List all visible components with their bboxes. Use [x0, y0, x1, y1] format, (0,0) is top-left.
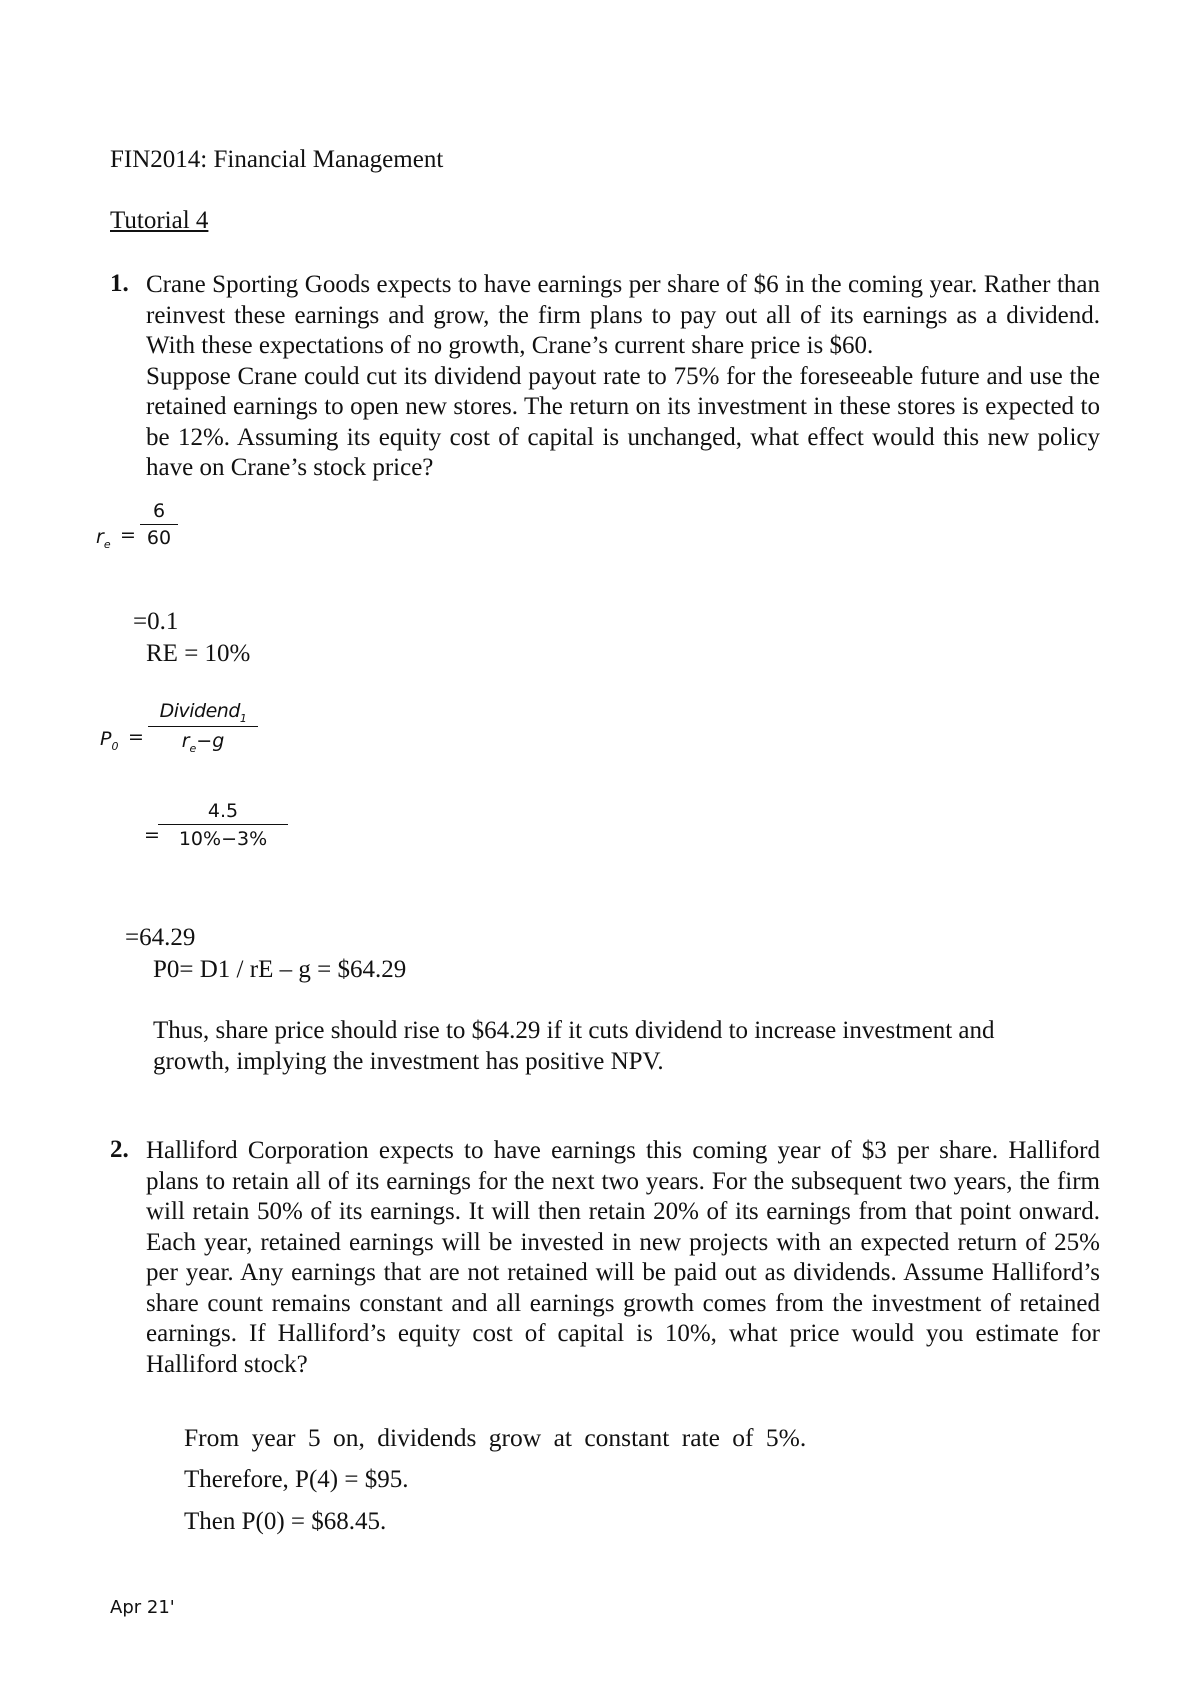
re-symbol: $r_e$ — [96, 526, 111, 551]
re-percent: RE = 10% — [146, 640, 251, 667]
re-numerator: 6 — [152, 500, 166, 522]
re-fraction-bar — [140, 524, 178, 525]
re-denominator: 60 — [146, 527, 172, 549]
question-2-number: 2. — [110, 1136, 129, 1163]
q2-answer-line-1: From year 5 on, dividends grow at constant rate of 5%. — [184, 1423, 807, 1452]
p0-fraction-bar — [148, 726, 258, 727]
p0-denominator: $r_e-g$ — [181, 730, 225, 755]
question-1-paragraph-1: Crane Sporting Goods expects to have earnings per share of $6 in the coming year. Rather than reinvest these earnings and grow, the firm plans to pay out all of its earnings as a dividend. With these expectations of no growth, Crane’s current share price is $60. — [146, 271, 1100, 359]
re-equals: = — [120, 524, 136, 546]
calc-equals: = — [144, 824, 160, 846]
p0-summary-formula: P0= D1 / rE – g = $64.29 — [153, 956, 407, 983]
calc-numerator: 4.5 — [207, 800, 239, 822]
question-2-text: Halliford Corporation expects to have earnings this coming year of $3 per share. Halliford plans to retain all of its earnings for the next two years. For the subsequent two years, the firm will retain 50% of its earnings. It will then retain 20% of its earnings from that point onward. Each year, retained earnings will be invested in new projects with an expected return of 25% per year. Any earnings that are not retained will be paid out as dividends. Assume Halliford’s share count remains constant and all earnings growth comes from the investment of retained earnings. If Halliford’s equity cost of capital is 10%, what price would you estimate for Halliford stock? — [146, 1137, 1100, 1378]
question-1-paragraph-2: Suppose Crane could cut its dividend payout rate to 75% for the foreseeable future and use the retained earnings to open new stores. The return on its investment in these stores is expected to be 12%. Assuming its equity cost of capital is unchanged, what effect would this new policy have on Crane’s stock price? — [146, 362, 1100, 481]
q2-answer-line-2: Therefore, P(4) = $95. — [184, 1466, 409, 1493]
q2-answer-line-3: Then P(0) = $68.45. — [184, 1508, 387, 1535]
course-title: FIN2014: Financial Management — [110, 146, 444, 173]
question-1-text — [146, 270, 1100, 484]
tutorial-title: Tutorial 4 — [110, 207, 209, 234]
re-value: =0.1 — [133, 608, 179, 635]
footer-date: Apr 21' — [110, 1597, 175, 1618]
q1-conclusion: Thus, share price should rise to $64.29 if it cuts dividend to increase investment and growth, implying the investment has positive NPV. — [153, 1017, 995, 1075]
p0-equals: = — [128, 726, 144, 748]
calc-fraction-bar — [158, 824, 288, 825]
p0-symbol: $P_0$ — [100, 728, 119, 753]
p0-value: =64.29 — [125, 924, 196, 951]
calc-denominator: 10%−3% — [178, 828, 268, 850]
question-1-number: 1. — [110, 270, 129, 297]
p0-numerator: Dividend$_1$ — [159, 700, 247, 725]
